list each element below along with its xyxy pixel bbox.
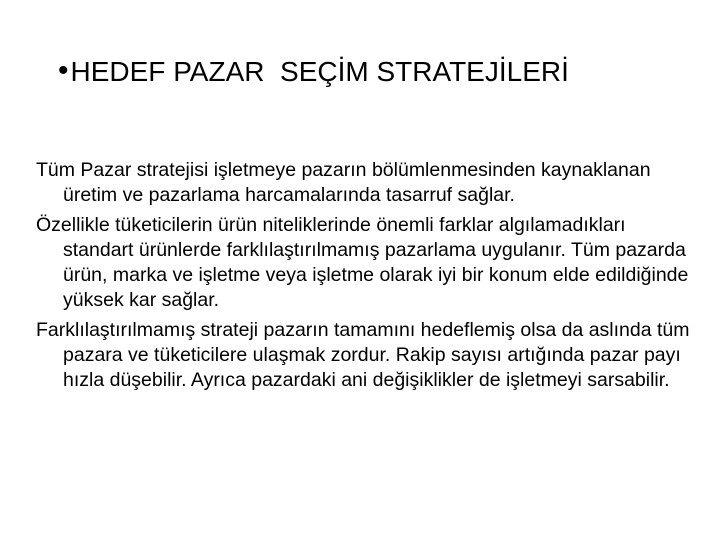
slide-body <box>36 158 696 398</box>
paragraph-ozellikle: Özellikle tüketicilerin ürün niteliklerinde önemli farklar algılamadıkları standart ürünlerde farklılaştırılmamış pazarlama uygulanır. Tüm pazarda ürün, marka ve işletme veya işletme olarak iyi bir konum elde edildiğinde yüksek kar sağlar. <box>36 214 689 311</box>
slide-title <box>58 52 569 92</box>
paragraph-farklilastirilmamis: Farklılaştırılmamış strateji pazarın tamamını hedeflemiş olsa da aslında tüm pazara ve tüketicilere ulaşmak zordur. Rakip sayısı artığında pazar payı hızla düşebilir. Ayrıca pazardaki ani değişiklikler de işletmeyi sarsabilir. <box>36 319 690 391</box>
title-bullet-icon: • <box>58 54 69 87</box>
paragraph-tum-pazar: Tüm Pazar stratejisi işletmeye pazarın bölümlenmesinden kaynaklanan üretim ve pazarlama harcamalarında tasarruf sağlar. <box>36 159 651 206</box>
title-text: HEDEF PAZAR SEÇİM STRATEJİLERİ <box>70 56 569 87</box>
